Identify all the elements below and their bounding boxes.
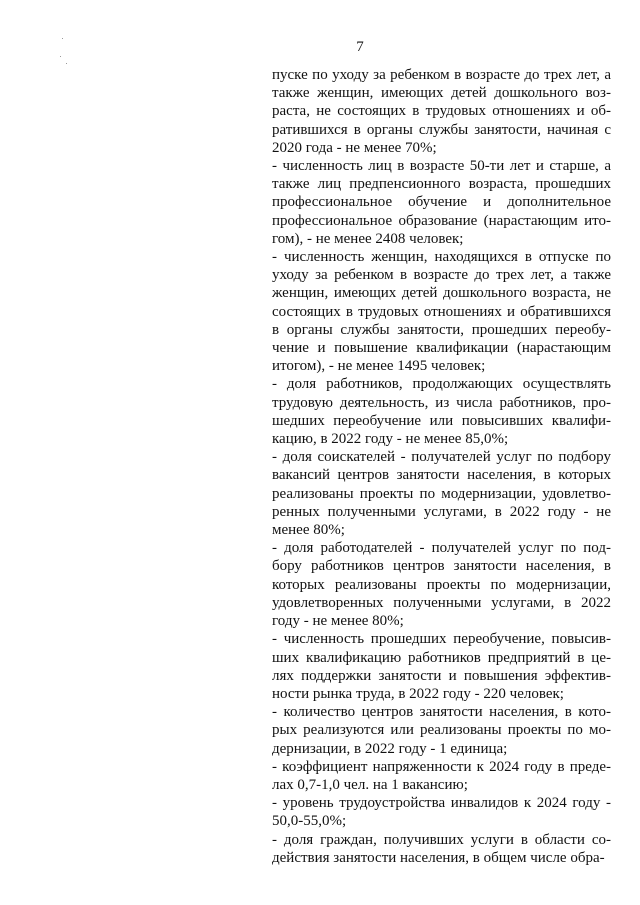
page-number: 7 [356, 39, 364, 55]
paragraph: - уровень трудоустройства инвалидов к 2024 году - 50,0-55,0%; [272, 795, 611, 830]
scan-speck [60, 56, 61, 57]
body-text [272, 66, 611, 867]
paragraph: - доля работодателей - получателей услуг по подбору работников центров занятости населения, в которых реализованы проекты по модернизации, удовлетворенных полученными услугами, в 2022 году - не менее 80%; [272, 540, 611, 630]
paragraph: - доля работников, продолжающих осуществлять трудовую деятельность, из числа работников, прошедших переобучение или повысивших квалификацию, в 2022 году - не менее 85,0%; [272, 376, 611, 448]
paragraph: - доля граждан, получивших услуги в области содействия занятости населения, в общем числе обра- [272, 831, 611, 866]
scan-speck [66, 63, 67, 64]
paragraph: - коэффициент напряженности к 2024 году в пределах 0,7-1,0 чел. на 1 вакансию; [272, 758, 611, 793]
paragraph: пуске по уходу за ребенком в возрасте до трех лет, а также женщин, имеющих детей дошкольного возраста, не состоящих в трудовых отношениях и обратившихся в органы службы занятости, начиная с 2020 года - не менее 70%; [272, 67, 611, 156]
paragraph: - численность прошедших переобучение, повысивших квалификацию работников предприятий в целях поддержки занятости и повышения эффективности рынка труда, в 2022 году - 220 человек; [272, 631, 611, 702]
paragraph: - количество центров занятости населения, в которых реализуются или реализованы проекты по модернизации, в 2022 году - 1 единица; [272, 704, 611, 757]
paragraph: - численность женщин, находящихся в отпуске по уходу за ребенком в возрасте до трех лет, а также женщин, имеющих детей дошкольного возраста, не состоящих в трудовых отношениях и обратившихся в органы службы занятости, прошедших переобучение и повышение квалификации (нарастающим итогом), - не менее 1495 человек; [272, 249, 611, 375]
paragraph: - доля соискателей - получателей услуг по подбору вакансий центров занятости населения, в которых реализованы проекты по модернизации, удовлетворенных полученными услугами, в 2022 году - не менее 80%; [272, 449, 611, 539]
paragraph: - численность лиц в возрасте 50-ти лет и старше, а также лиц предпенсионного возраста, прошедших профессиональное обучение и дополнительное профессиональное образование (нарастающим итогом), - не менее 2408 человек; [272, 158, 611, 247]
